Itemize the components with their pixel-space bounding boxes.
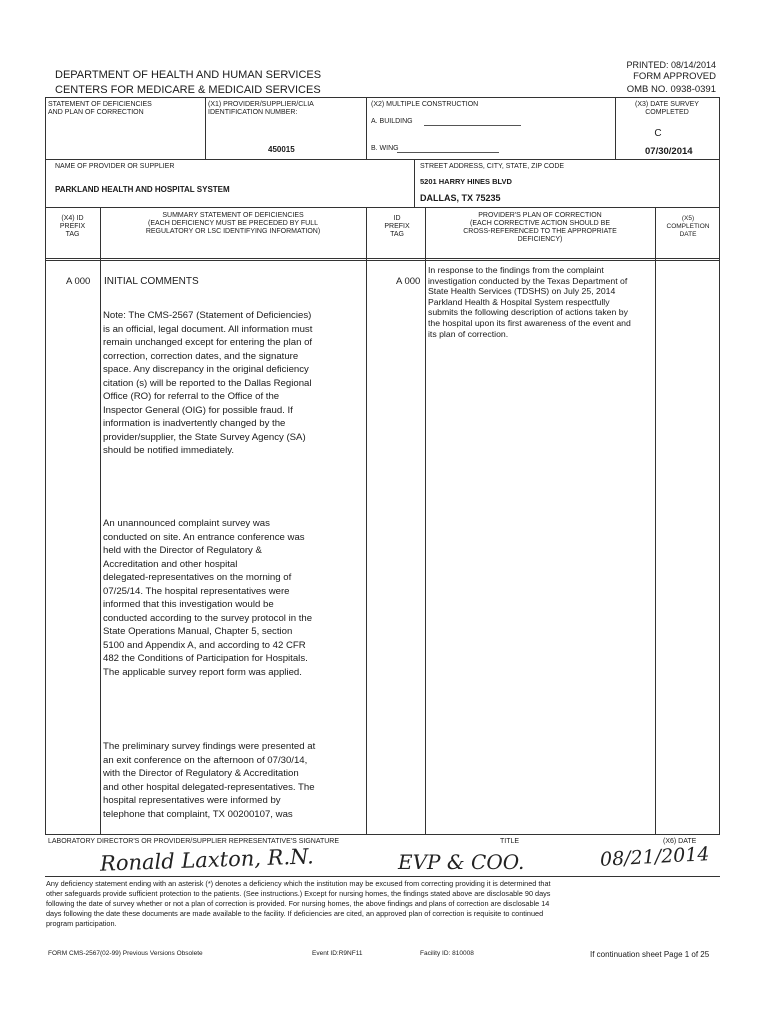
- address-label: STREET ADDRESS, CITY, STATE, ZIP CODE: [420, 163, 565, 170]
- findings-paragraph: The preliminary survey findings were presented at an exit conference on the afternoon of 07/30/14, with the Director of Regulatory & Accreditation and other hospital delegated-representatives. The hospital representatives were informed by telephone that complaint, TX 00200107, was: [103, 741, 316, 820]
- handwritten-title: EVP & COO.: [398, 850, 525, 874]
- printed-date: PRINTED: 08/14/2014: [626, 60, 716, 70]
- city-state-zip: DALLAS, TX 75235: [420, 193, 501, 203]
- x1-label: (X1) PROVIDER/SUPPLIER/CLIA IDENTIFICATION NUMBER:: [208, 101, 314, 116]
- facility-id: Facility ID: 810008: [420, 950, 474, 957]
- title-label: TITLE: [500, 838, 520, 845]
- initial-comments-heading: INITIAL COMMENTS: [104, 276, 199, 287]
- summary-header: SUMMARY STATEMENT OF DEFICIENCIES (EACH DEFICIENCY MUST BE PRECEDED BY FULL REGULATORY OR LSC IDENTIFYING INFORMATION): [145, 212, 321, 235]
- page-number: If continuation sheet Page 1 of 25: [590, 950, 710, 959]
- note-paragraph: Note: The CMS-2567 (Statement of Deficiencies) is an official, legal document. All information must remain unchanged except for entering the plan of correction, correction dates, and the signature space. Any discrepancy in the original deficiency citation (s) will be reported to the Dallas Regional Office (RO) for referral to the Office of the Inspector General (OIG) for possible fraud. If information is inadvertently changed by the provider/supplier, the State Survey Agency (SA) should be notified immediately.: [103, 310, 313, 457]
- survey-date: 07/30/2014: [645, 146, 693, 157]
- signature-label: LABORATORY DIRECTOR'S OR PROVIDER/SUPPLIER REPRESENTATIVE'S SIGNATURE: [48, 838, 340, 845]
- left-tag: A 000: [66, 276, 91, 287]
- disclaimer-text: Any deficiency statement ending with an asterisk (*) denotes a deficiency which the institution may be excused from correcting providing it is determined that other safeguards provide sufficient protection to the patients. (See instructions.) Except for nursing homes, the findings stated above are disclosable 90 days following the date of survey whether or not a plan of correction is provided. For nursing homes, the above findings and plans of correction are disclosable 14 days following the date these documents are made available to the facility. If deficiencies are cited, an approved plan of correction is requisite to continued program participation.: [46, 879, 551, 928]
- building-label: A. BUILDING: [371, 118, 413, 125]
- statement-label: STATEMENT OF DEFICIENCIES AND PLAN OF CORRECTION: [48, 101, 152, 116]
- plan-of-correction: In response to the findings from the complaint investigation conducted by the Texas Department of State Health Services (TDSHS) on July 25, 2014 Parkland Health & Hospital System respectfully submits the following description of actions taken by the hospital upon its first awareness of the event and its plan of correction.: [428, 265, 631, 339]
- x3-label: (X3) DATE SURVEY COMPLETED: [635, 101, 699, 116]
- x5-header: (X5) COMPLETION DATE: [666, 215, 710, 238]
- x2-label: (X2) MULTIPLE CONSTRUCTION: [371, 101, 479, 108]
- survey-code: C: [654, 128, 662, 139]
- signature-date-label: (X6) DATE: [663, 838, 697, 845]
- provider-id: 450015: [268, 145, 295, 154]
- wing-label: B. WING: [371, 145, 399, 152]
- street-address: 5201 HARRY HINES BLVD: [420, 177, 512, 186]
- x4-header: (X4) ID PREFIX TAG: [59, 215, 86, 238]
- event-id: Event ID:R9NF11: [312, 950, 363, 957]
- form-number: FORM CMS-2567(02-99) Previous Versions Obsolete: [48, 950, 203, 957]
- handwritten-date: 08/21/2014: [599, 843, 711, 871]
- centers-title: CENTERS FOR MEDICARE & MEDICAID SERVICES: [55, 84, 321, 96]
- survey-paragraph: An unannounced complaint survey was conducted on site. An entrance conference was held with the Director of Regulatory & Accreditation and other hospital delegated-representatives on the morning of 07/25/14. The hospital representatives were informed that this investigation would be conducted according to the survey protocol in the State Operations Manual, Chapter 5, section 5100 and Appendix A, and according to 42 CFR 482 the Conditions of Participation for Hospitals. The applicable survey report form was applied.: [103, 518, 313, 679]
- plan-header: PROVIDER'S PLAN OF CORRECTION (EACH CORRECTIVE ACTION SHOULD BE CROSS-REFERENCED TO THE APPROPRIATE DEFICIENCY): [463, 212, 617, 243]
- handwritten-signature: Ronald Laxton, R.N.: [99, 844, 315, 876]
- right-tag: A 000: [396, 276, 421, 287]
- provider-name: PARKLAND HEALTH AND HOSPITAL SYSTEM: [55, 185, 230, 194]
- omb-number: OMB NO. 0938-0391: [626, 84, 716, 95]
- department-title: DEPARTMENT OF HEALTH AND HUMAN SERVICES: [55, 69, 322, 81]
- form-approved: FORM APPROVED: [633, 71, 716, 82]
- provider-name-label: NAME OF PROVIDER OR SUPPLIER: [55, 163, 175, 170]
- id-header: ID PREFIX TAG: [384, 215, 410, 238]
